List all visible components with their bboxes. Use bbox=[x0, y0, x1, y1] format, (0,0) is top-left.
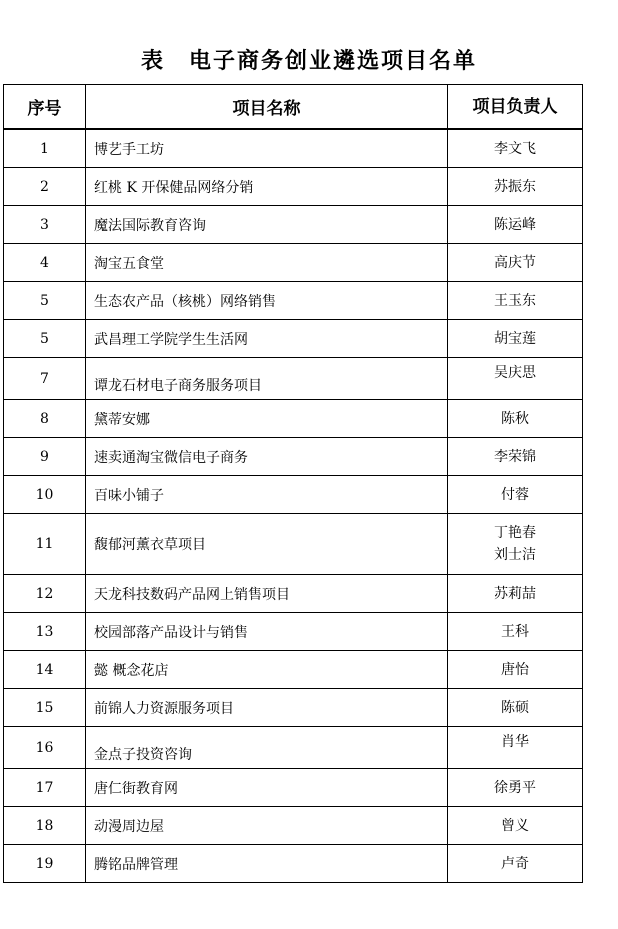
row-number: 11 bbox=[4, 514, 86, 575]
row-number: 14 bbox=[4, 651, 86, 689]
project-owner bbox=[448, 168, 583, 206]
owner-name: 陈硕 bbox=[501, 699, 529, 716]
row-number: 19 bbox=[4, 845, 86, 883]
table-row bbox=[4, 320, 583, 358]
owner-name: 曾义 bbox=[501, 817, 529, 834]
table-row bbox=[4, 129, 583, 168]
project-name: 校园部落产品设计与销售 bbox=[86, 613, 448, 651]
project-owner bbox=[448, 400, 583, 438]
table-row bbox=[4, 282, 583, 320]
row-number: 17 bbox=[4, 769, 86, 807]
project-name: 动漫周边屋 bbox=[86, 807, 448, 845]
project-name: 速卖通淘宝微信电子商务 bbox=[86, 438, 448, 476]
project-name: 百味小铺子 bbox=[86, 476, 448, 514]
project-name: 唐仁街教育网 bbox=[86, 769, 448, 807]
owner-name: 吴庆思 bbox=[494, 365, 536, 381]
owner-name: 唐怡 bbox=[501, 661, 529, 678]
project-owner bbox=[448, 514, 583, 575]
owner-name: 李文飞 bbox=[494, 140, 536, 157]
project-owner bbox=[448, 689, 583, 727]
project-name: 武昌理工学院学生生活网 bbox=[86, 320, 448, 358]
owner-name: 胡宝莲 bbox=[494, 330, 536, 347]
owner-name: 王玉东 bbox=[494, 292, 536, 309]
table-row bbox=[4, 845, 583, 883]
project-owner bbox=[448, 769, 583, 807]
header-name: 项目名称 bbox=[86, 85, 448, 130]
row-number: 16 bbox=[4, 727, 86, 769]
row-number: 1 bbox=[4, 129, 86, 168]
owner-name: 刘士洁 bbox=[494, 547, 536, 563]
table-row bbox=[4, 438, 583, 476]
project-owner bbox=[448, 727, 583, 769]
table-row bbox=[4, 514, 583, 575]
owner-name: 高庆节 bbox=[494, 254, 536, 271]
row-number: 4 bbox=[4, 244, 86, 282]
project-owner bbox=[448, 129, 583, 168]
row-number: 7 bbox=[4, 358, 86, 400]
owner-name: 陈秋 bbox=[501, 410, 529, 427]
table-row bbox=[4, 769, 583, 807]
row-number: 5 bbox=[4, 282, 86, 320]
table-row bbox=[4, 358, 583, 400]
project-owner bbox=[448, 438, 583, 476]
project-name: 天龙科技数码产品网上销售项目 bbox=[86, 575, 448, 613]
row-number: 15 bbox=[4, 689, 86, 727]
project-name: 魔法国际教育咨询 bbox=[86, 206, 448, 244]
table-row bbox=[4, 476, 583, 514]
project-owner bbox=[448, 613, 583, 651]
project-name: 红桃 K 开保健品网络分销 bbox=[86, 168, 448, 206]
owner-name: 陈运峰 bbox=[494, 216, 536, 233]
table-header-row bbox=[4, 85, 583, 130]
project-owner bbox=[448, 282, 583, 320]
project-name: 懿 概念花店 bbox=[86, 651, 448, 689]
table-row bbox=[4, 807, 583, 845]
row-number: 10 bbox=[4, 476, 86, 514]
owner-name: 卢奇 bbox=[501, 855, 529, 872]
owner-name: 苏振东 bbox=[494, 178, 536, 195]
table-row bbox=[4, 400, 583, 438]
project-owner bbox=[448, 244, 583, 282]
project-name: 腾铭品牌管理 bbox=[86, 845, 448, 883]
project-owner bbox=[448, 845, 583, 883]
header-owner: 项目负责人 bbox=[448, 85, 583, 130]
project-owner bbox=[448, 320, 583, 358]
row-number: 13 bbox=[4, 613, 86, 651]
project-name: 馥郁河薰衣草项目 bbox=[86, 514, 448, 575]
owner-name: 王科 bbox=[501, 623, 529, 640]
table-row bbox=[4, 575, 583, 613]
owner-name: 徐勇平 bbox=[494, 779, 536, 796]
project-name: 博艺手工坊 bbox=[86, 129, 448, 168]
row-number: 18 bbox=[4, 807, 86, 845]
page-title: 表 电子商务创业遴选项目名单 bbox=[140, 48, 477, 74]
project-table bbox=[3, 84, 583, 883]
project-owner bbox=[448, 476, 583, 514]
owner-name: 苏莉喆 bbox=[494, 585, 536, 602]
row-number: 12 bbox=[4, 575, 86, 613]
owner-name: 肖华 bbox=[501, 734, 529, 750]
project-name: 前锦人力资源服务项目 bbox=[86, 689, 448, 727]
table-row bbox=[4, 168, 583, 206]
project-name: 淘宝五食堂 bbox=[86, 244, 448, 282]
table-row bbox=[4, 244, 583, 282]
project-owner bbox=[448, 807, 583, 845]
table-row bbox=[4, 727, 583, 769]
project-name: 金点子投资咨询 bbox=[86, 727, 448, 769]
row-number: 2 bbox=[4, 168, 86, 206]
header-no: 序号 bbox=[4, 85, 86, 130]
table-body bbox=[4, 129, 583, 883]
table-row bbox=[4, 613, 583, 651]
project-owner bbox=[448, 358, 583, 400]
row-number: 5 bbox=[4, 320, 86, 358]
project-name: 谭龙石材电子商务服务项目 bbox=[86, 358, 448, 400]
row-number: 9 bbox=[4, 438, 86, 476]
project-name: 生态农产品（核桃）网络销售 bbox=[86, 282, 448, 320]
row-number: 3 bbox=[4, 206, 86, 244]
project-owner bbox=[448, 575, 583, 613]
project-name: 黛蒂安娜 bbox=[86, 400, 448, 438]
owner-name: 付蓉 bbox=[501, 486, 529, 503]
owner-name: 丁艳春 bbox=[494, 525, 536, 541]
owner-name: 李荣锦 bbox=[494, 448, 536, 465]
project-owner bbox=[448, 651, 583, 689]
table-row bbox=[4, 651, 583, 689]
table-row bbox=[4, 689, 583, 727]
row-number: 8 bbox=[4, 400, 86, 438]
project-owner bbox=[448, 206, 583, 244]
table-row bbox=[4, 206, 583, 244]
